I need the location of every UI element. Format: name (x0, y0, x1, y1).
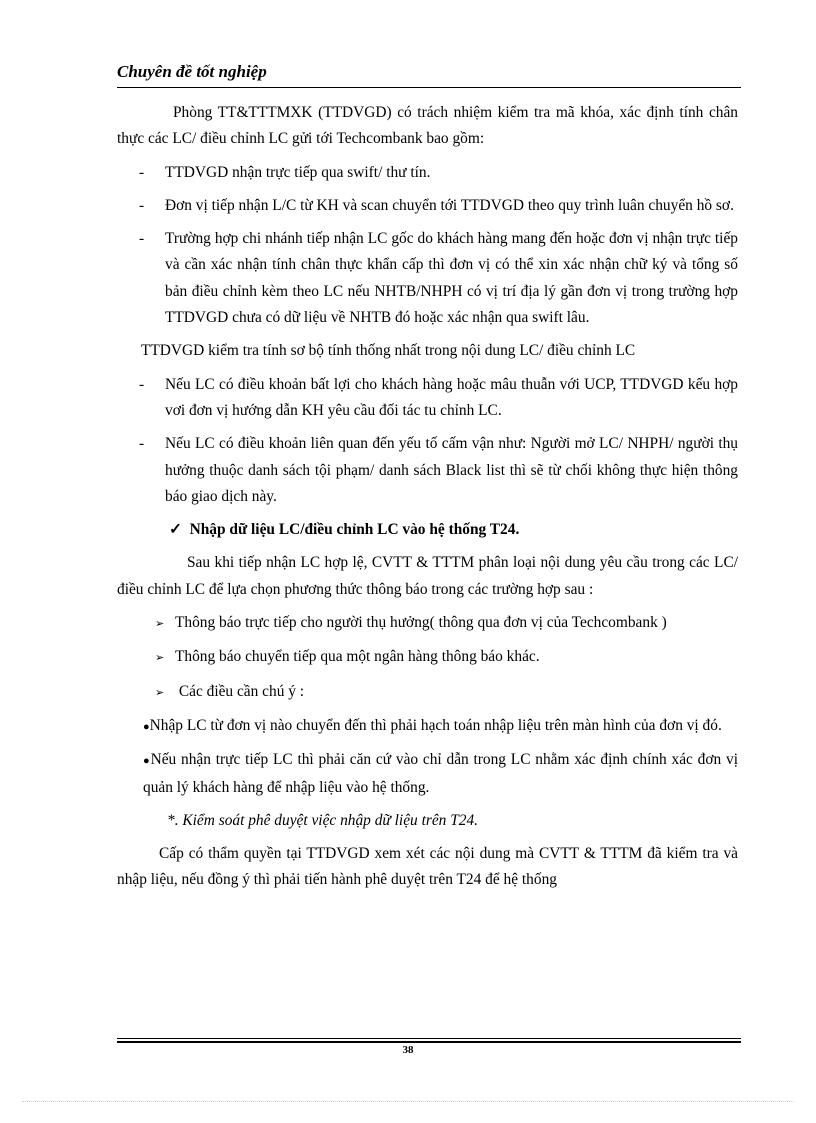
dash-marker: - (139, 435, 145, 453)
arrow-icon: ➢ (155, 618, 165, 631)
header-rule (117, 87, 741, 88)
paragraph: Sau khi tiếp nhận LC hợp lệ, CVTT & TTTM phân loại nội dung yêu cầu trong các LC/điều chỉnh LC để lựa chọn phương thức thông báo trong các trường hợp sau : (117, 554, 738, 598)
section-heading: ✓ Nhập dữ liệu LC/điều chỉnh LC vào hệ thống T24. (169, 521, 520, 539)
bullet-item: ●Nếu nhận trực tiếp LC thì phải căn cứ vào chỉ dẫn trong LC nhằm xác định chính xác đơn vị quản lý khách hàng để nhập liệu vào hệ thống. (143, 751, 738, 796)
dash-item: - Trường hợp chi nhánh tiếp nhận LC gốc do khách hàng mang đến hoặc đơn vị nhận trực tiếp và cần xác nhận tính chân thực khẩn cấp thì đơn vị có thể xin xác nhận chữ ký và tổng số bản điều chỉnh kèm theo LC nếu NHTB/NHPH có vị trí địa lý gần đơn vị trong trường hợp TTDVGD chưa có dữ liệu về NHTB đó hoặc xác nhận qua swift lâu. (117, 226, 738, 331)
paragraph: TTDVGD kiểm tra tính sơ bộ tính thống nhất trong nội dung LC/ điều chỉnh LC (141, 342, 636, 360)
arrow-item: ➢ Các điều cần chú ý : (117, 679, 738, 706)
bullet-icon: ● (143, 755, 151, 768)
bullet-item: ●Nhập LC từ đơn vị nào chuyển đến thì phải hạch toán nhập liệu trên màn hình của đơn vị đó. (143, 716, 722, 734)
arrow-item: ➢ Thông báo trực tiếp cho người thụ hưởng( thông qua đơn vị của Techcombank ) (117, 610, 738, 637)
arrow-icon: ➢ (155, 652, 165, 665)
running-header: Chuyên đề tốt nghiệp (117, 62, 267, 81)
dash-marker: - (139, 196, 145, 214)
dash-marker: - (139, 163, 145, 181)
paragraph: Phòng TT&TTTMXK (TTDVGD) có trách nhiệm kiểm tra mã khóa, xác định tính chân thực các LC/ điều chỉnh LC gửi tới Techcombank bao gồm: (117, 104, 738, 148)
footer-rule-thick (117, 1041, 741, 1043)
arrow-item: ➢ Thông báo chuyển tiếp qua một ngân hàng thông báo khác. (117, 644, 738, 671)
page-edge-divider (22, 1101, 794, 1102)
body-text (117, 100, 738, 894)
dash-marker: - (139, 230, 145, 248)
page-number: 38 (402, 1044, 414, 1056)
bullet-icon: ● (143, 720, 150, 733)
dash-item: - Đơn vị tiếp nhận L/C từ KH và scan chuyển tới TTDVGD theo quy trình luân chuyển hồ sơ. (117, 193, 738, 219)
paragraph: Cấp có thẩm quyền tại TTDVGD xem xét các nội dung mà CVTT & TTTM đã kiểm tra và nhập liệu, nếu đồng ý thì phải tiến hành phê duyệt trên T24 để hệ thống (117, 845, 738, 889)
dash-item: - Nếu LC có điều khoản liên quan đến yếu tố cấm vận như: Người mở LC/ NHPH/ người thụ hưởng thuộc danh sách tội phạm/ danh sách Black list thì sẽ từ chối không thực hiện thông báo giao dịch này. (117, 431, 738, 510)
arrow-icon: ➢ (155, 686, 165, 699)
dash-item: - TTDVGD nhận trực tiếp qua swift/ thư tín. (117, 160, 738, 186)
section-heading-italic: *. Kiểm soát phê duyệt việc nhập dữ liệu trên T24. (167, 811, 479, 829)
dash-item: - Nếu LC có điều khoản bất lợi cho khách hàng hoặc mâu thuẫn với UCP, TTDVGD kếu hợp vơi đơn vị hướng dẫn KH yêu cầu đối tác tu chỉnh LC. (117, 372, 738, 425)
check-icon: ✓ (169, 521, 182, 539)
footer-rule (117, 1038, 741, 1039)
dash-marker: - (139, 375, 145, 393)
